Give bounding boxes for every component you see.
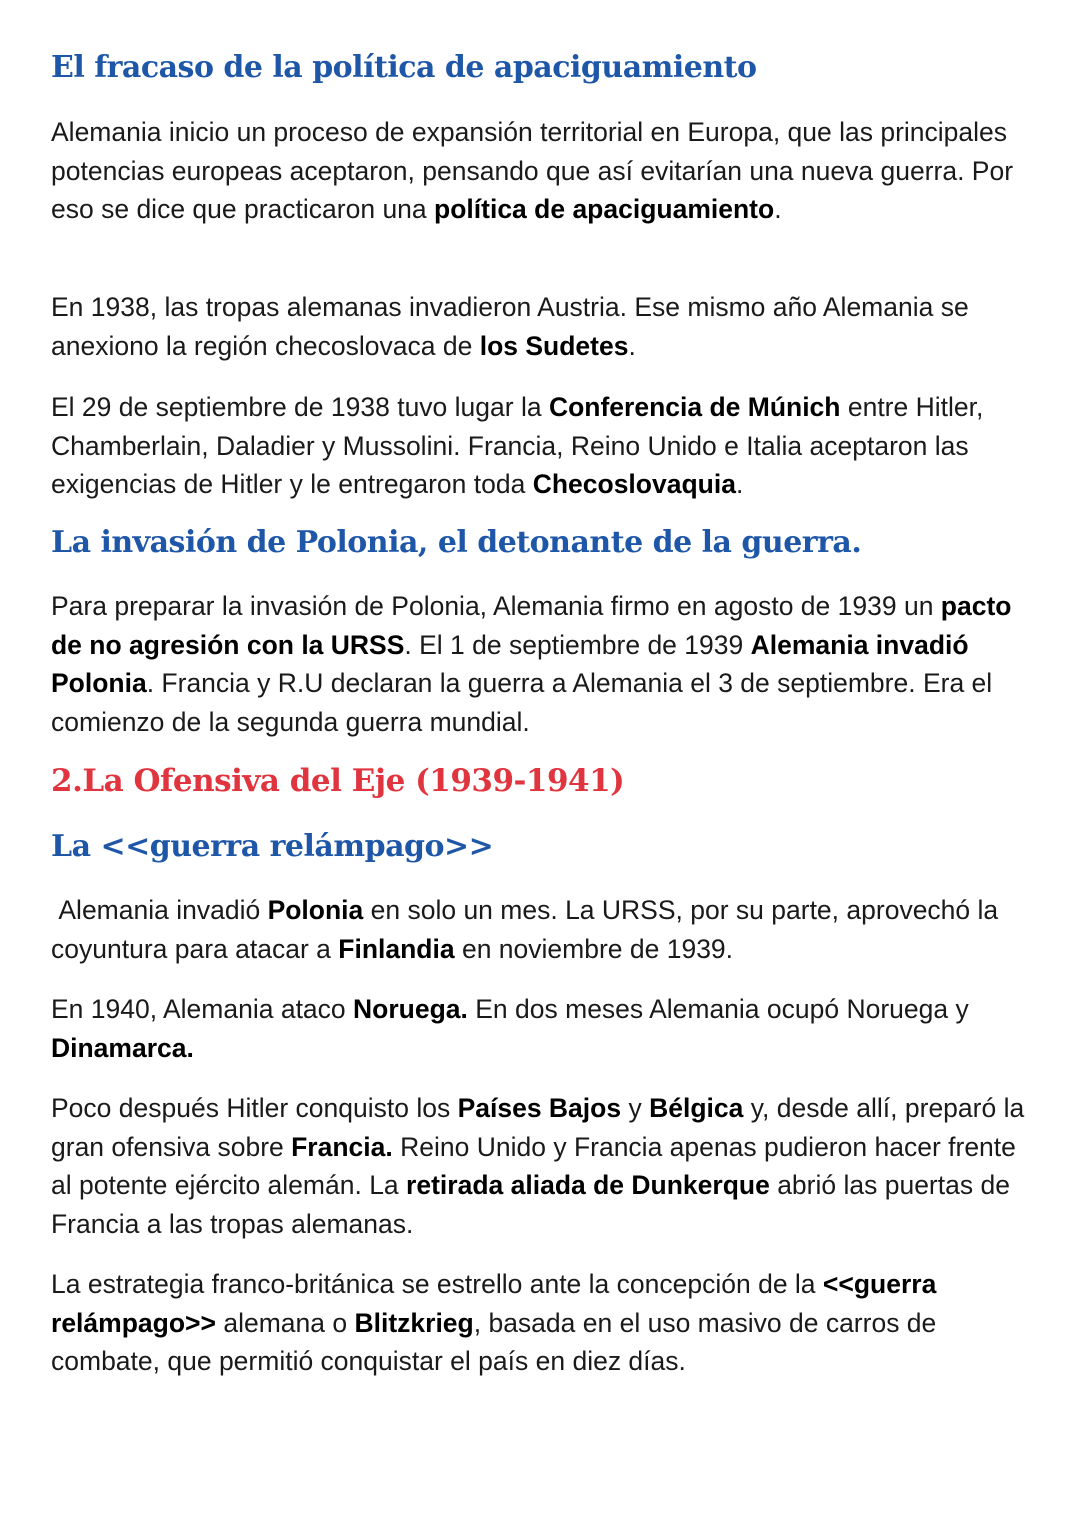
paragraph-poland-finland: Alemania invadió Polonia en solo un mes. La URSS, por su parte, aprovechó la coyuntura para atacar a Finlandia en noviembre de 1939. (51, 895, 1006, 964)
chapter-heading-axis-offensive: 2.La Ofensiva del Eje (1939-1941) (51, 763, 625, 799)
paragraph-norway-denmark: En 1940, Alemania ataco Noruega. En dos meses Alemania ocupó Noruega y Dinamarca. (51, 994, 969, 1063)
paragraph-blitzkrieg-strategy: La estrategia franco-británica se estrello ante la concepción de la <<guerra relámpago>> alemana o Blitzkrieg, basada en el uso masivo de carros de combate, que permitió conquistar el país en diez días. (51, 1269, 937, 1376)
paragraph-austria-sudetes: En 1938, las tropas alemanas invadieron Austria. Ese mismo año Alemania se anexiono la región checoslovaca de los Sudetes. (51, 292, 969, 361)
paragraph-appeasement-intro: Alemania inicio un proceso de expansión territorial en Europa, que las principales potencias europeas aceptaron, pensando que así evitarían una nueva guerra. Por eso se dice que practicaron una política de apaciguamiento. (51, 117, 1014, 224)
heading-blitzkrieg: La <<guerra relámpago>> (51, 829, 494, 864)
paragraph-munich: El 29 de septiembre de 1938 tuvo lugar la Conferencia de Múnich entre Hitler, Chamberlain, Daladier y Mussolini. Francia, Reino Unido e Italia aceptaron las exigencias de Hitler y le entregaron toda Checoslovaquia. (51, 392, 984, 499)
paragraph-poland: Para preparar la invasión de Polonia, Alemania firmo en agosto de 1939 un pacto de no agresión con la URSS. El 1 de septiembre de 1939 Alemania invadió Polonia. Francia y R.U declaran la guerra a Alemania el 3 de septiembre. Era el comienzo de la segunda guerra mundial. (51, 591, 1012, 737)
heading-appeasement: El fracaso de la política de apaciguamiento (51, 50, 757, 85)
paragraph-france-dunkirk: Poco después Hitler conquisto los Países Bajos y Bélgica y, desde allí, preparó la gran ofensiva sobre Francia. Reino Unido y Francia apenas pudieron hacer frente al potente ejército alemán. La retirada aliada de Dunkerque abrió las puertas de Francia a las tropas alemanas. (51, 1093, 1025, 1239)
heading-poland-invasion: La invasión de Polonia, el detonante de la guerra. (51, 525, 862, 560)
